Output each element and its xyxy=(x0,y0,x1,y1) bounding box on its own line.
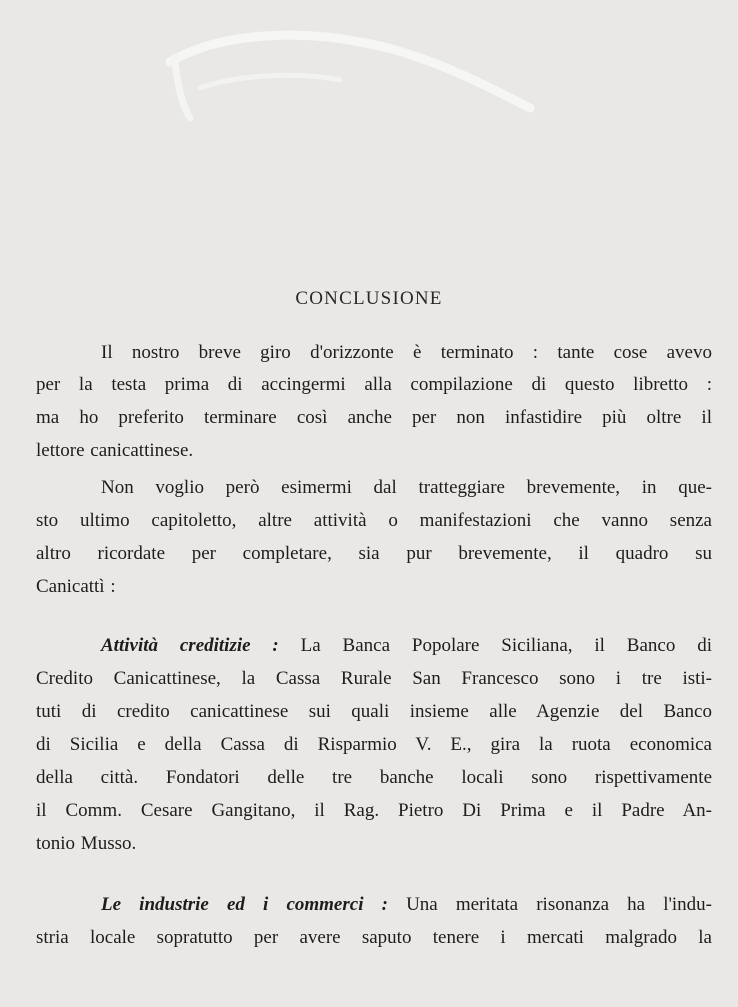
text-line: per la testa prima di accingermi alla compilazione di questo libretto : xyxy=(36,374,712,395)
text-line: Credito Canicattinese, la Cassa Rurale San Francesco sono i tre isti- xyxy=(36,668,712,689)
text-line: stria locale sopratutto per avere saputo tenere i mercati malgrado la xyxy=(36,927,712,948)
text-line-rest: Una meritata risonanza ha l'indu- xyxy=(406,894,712,915)
text-line: sto ultimo capitoletto, altre attività o manifestazioni che vanno senza xyxy=(36,510,712,531)
chapter-heading: CONCLUSIONE xyxy=(295,288,443,309)
text-line: Canicattì : xyxy=(36,576,116,597)
text-line: tonio Musso. xyxy=(36,833,137,854)
text-line: altro ricordate per completare, sia pur brevemente, il quadro su xyxy=(36,543,712,564)
section-lead-industry: Le industrie ed i commerci : xyxy=(101,894,388,915)
text-line: Il nostro breve giro d'orizzonte è terminato : tante cose avevo xyxy=(101,342,712,363)
text-line: tuti di credito canicattinese sui quali insieme alle Agenzie del Banco xyxy=(36,701,712,722)
text-line xyxy=(101,634,712,660)
scan-smudge-mark xyxy=(160,22,540,142)
text-line-rest: La Banca Popolare Siciliana, il Banco di xyxy=(300,635,712,656)
section-lead-credit: Attività creditizie : xyxy=(101,635,279,656)
text-line: lettore canicattinese. xyxy=(36,440,194,461)
text-line: ma ho preferito terminare così anche per non infastidire più oltre il xyxy=(36,407,712,428)
text-line: il Comm. Cesare Gangitano, il Rag. Pietro Di Prima e il Padre An- xyxy=(36,800,712,821)
text-line: della città. Fondatori delle tre banche locali sono rispettivamente xyxy=(36,767,712,788)
text-line xyxy=(101,893,712,919)
text-line: Non voglio però esimermi dal tratteggiare brevemente, in que- xyxy=(101,477,712,498)
text-line: di Sicilia e della Cassa di Risparmio V. E., gira la ruota economica xyxy=(36,734,712,755)
